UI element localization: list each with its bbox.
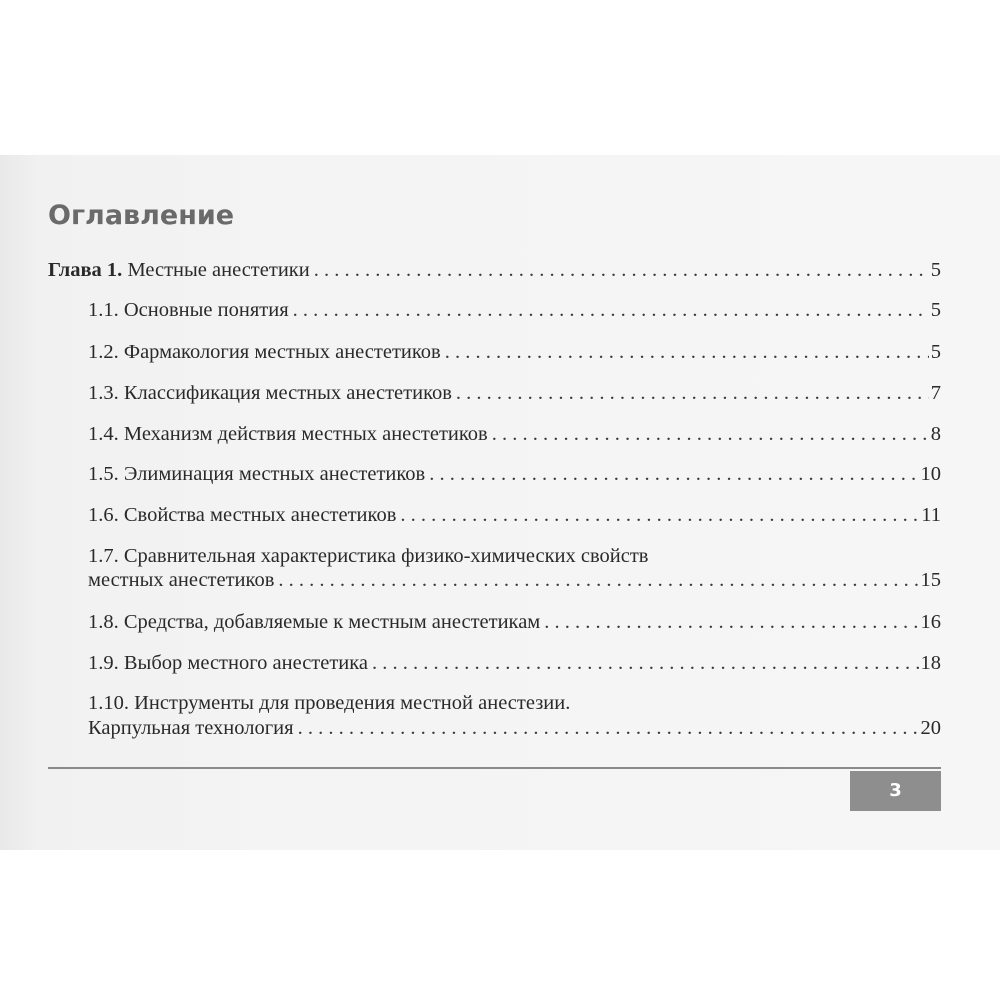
toc-entry-label: 1.2. Фармакология местных анестетиков xyxy=(88,341,441,363)
dot-leader xyxy=(400,502,919,528)
toc-page-number: 11 xyxy=(921,504,941,526)
chapter-title: Местные анестетики xyxy=(122,259,310,281)
dot-leader xyxy=(278,567,918,593)
toc-entry-label: местных анестетиков xyxy=(88,569,275,591)
dot-leader xyxy=(492,421,929,447)
toc-entry-label: 1.1. Основные понятия xyxy=(88,299,289,321)
chapter-prefix: Глава 1. xyxy=(48,259,123,281)
toc-page-number: 8 xyxy=(930,423,941,445)
dot-leader xyxy=(456,380,929,406)
toc-page-number: 5 xyxy=(930,299,941,321)
toc-page-number: 20 xyxy=(920,717,941,739)
toc-entry-1-10 xyxy=(88,715,941,741)
toc-entry-1-1 xyxy=(88,297,941,323)
toc-entry-label: 1.8. Средства, добавляемые к местным анестетикам xyxy=(88,611,541,633)
dot-leader xyxy=(544,609,918,635)
toc-entry-1-7 xyxy=(88,567,941,593)
toc-page-number: 16 xyxy=(920,611,941,633)
toc-chapter-label xyxy=(48,257,310,283)
toc-entry-1-6 xyxy=(88,502,941,528)
toc-entry-1-3 xyxy=(88,380,941,406)
dot-leader xyxy=(298,715,919,741)
dot-leader xyxy=(445,339,929,365)
toc-page-number: 5 xyxy=(930,341,941,363)
toc-entry-1-7-line1: 1.7. Сравнительная характеристика физико-химических свойств xyxy=(88,545,649,567)
toc-entry-label: 1.5. Элиминация местных анестетиков xyxy=(88,463,426,485)
toc-entry-label: Карпульная технология xyxy=(88,717,294,739)
toc-entry-1-4 xyxy=(88,421,941,447)
toc-page-number: 18 xyxy=(920,652,941,674)
toc-page-number: 5 xyxy=(930,259,941,281)
toc-heading: Оглавление xyxy=(48,200,235,231)
toc-entry-label: 1.4. Механизм действия местных анестетиков xyxy=(88,423,488,445)
dot-leader xyxy=(429,461,918,487)
toc-entry-1-5 xyxy=(88,461,941,487)
dot-leader xyxy=(314,257,929,283)
toc-page-number: 15 xyxy=(920,569,941,591)
page-number-badge: 3 xyxy=(850,771,941,811)
toc-chapter-1 xyxy=(48,257,941,283)
toc-entry-1-2 xyxy=(88,339,941,365)
toc-entry-1-9 xyxy=(88,650,941,676)
toc-entry-label: 1.9. Выбор местного анестетика xyxy=(88,652,369,674)
toc-entry-1-8 xyxy=(88,609,941,635)
toc-page-number: 7 xyxy=(930,382,941,404)
dot-leader xyxy=(372,650,918,676)
toc-entry-label: 1.6. Свойства местных анестетиков xyxy=(88,504,397,526)
footer-rule xyxy=(48,767,941,769)
toc-page-number: 10 xyxy=(920,463,941,485)
toc-entry-label: 1.3. Классификация местных анестетиков xyxy=(88,382,452,404)
toc-entry-1-10-line1: 1.10. Инструменты для проведения местной анестезии. xyxy=(88,692,571,714)
dot-leader xyxy=(293,297,929,323)
